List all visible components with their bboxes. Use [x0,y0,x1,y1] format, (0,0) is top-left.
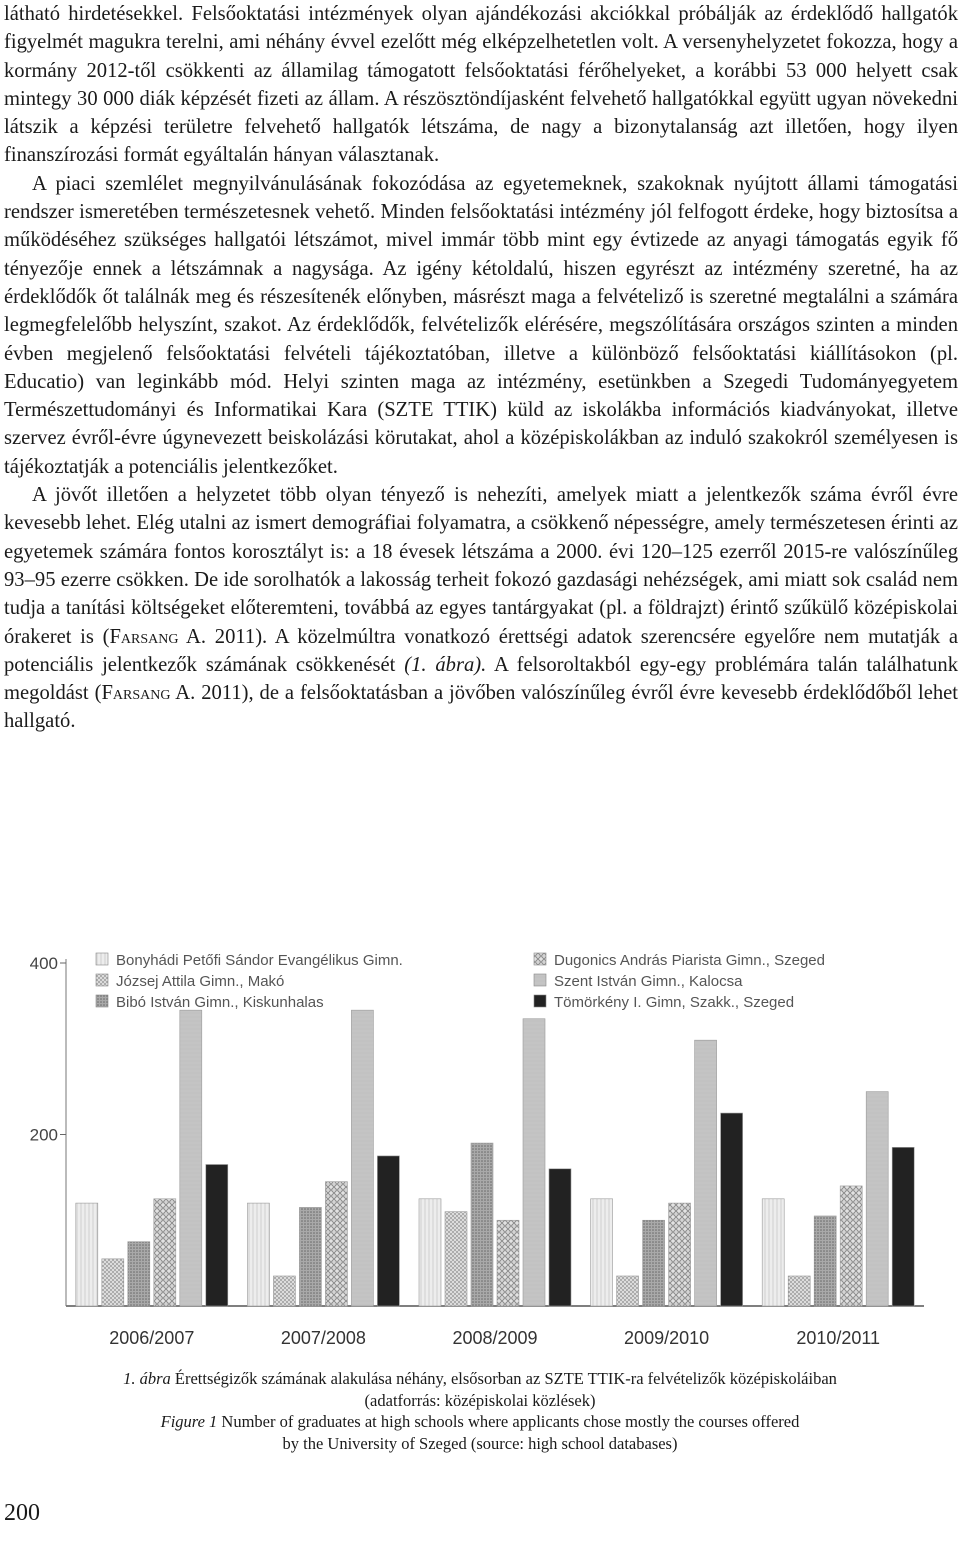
bar [669,1203,691,1306]
caption-en-line-2: by the University of Szeged (source: high school databases) [282,1433,678,1453]
legend-swatch [96,953,108,965]
bar [273,1276,295,1306]
paragraph [4,170,958,481]
x-tick-label: 2006/2007 [109,1328,195,1348]
figure-caption [0,1368,960,1454]
bar [814,1216,836,1306]
bar [497,1220,519,1306]
bar [788,1276,810,1306]
x-tick-label: 2010/2011 [796,1328,881,1348]
paragraph [4,481,958,736]
bar [419,1199,441,1306]
legend-label: Bonyhádi Petőfi Sándor Evangélikus Gimn. [116,952,403,969]
x-tick-label: 2009/2010 [624,1328,710,1348]
caption-en-label: Figure 1 [160,1412,218,1431]
legend-swatch [96,995,108,1007]
x-tick-label: 2007/2008 [280,1328,366,1348]
bar [523,1019,545,1306]
bar [377,1156,399,1306]
bar [351,1010,373,1306]
bar [445,1212,467,1306]
x-tick-label: 2008/2009 [452,1328,538,1348]
text-run: A jövőt illetően a helyzetet több olyan tényező is nehezíti, amelyek miatt a jelentkezők száma évről évre kevesebb lehet. Elég utalni az ismert demográfiai folyamatra, a csökkenő népességre, amely természetesen érinti az egyetemek számára fontos korosztályt is: a 18 évesek létszáma a 2000. évi 120–125 ezerről 2015-re valószínűleg 93–95 ezerre csökken. De ide sorolhatók a lakosság terheit fokozó gazdasági nehézségek, ami miatt sok család nem tudja a tanítási költségeket előteremteni, továbbá az egyes tantárgyakat (pl. a földrajzt) érintő szűkülő középiskolai órakeret is ( [4,484,958,648]
legend-swatch [534,995,546,1007]
caption-hu-text: Érettségizők számának alakulása néhány, elsősorban az SZTE TTIK-ra felvételizők középiskoláiban [170,1369,837,1388]
bar-chart [4,935,944,1355]
caption-en-line-1 [0,1411,960,1433]
chart-bars [76,1010,914,1306]
bar [154,1199,176,1306]
bar [247,1203,269,1306]
bar [866,1092,888,1306]
caption-hu-line-1 [0,1368,960,1390]
y-tick-label: 200 [29,1125,58,1145]
caption-hu-label: 1. ábra [123,1369,171,1388]
bar [76,1203,98,1306]
bar [206,1165,228,1306]
figure-reference: (1. ábra). [404,653,487,676]
bar [840,1186,862,1306]
bar [471,1143,493,1306]
legend-swatch [96,974,108,986]
bar [128,1242,150,1306]
chart-legend [96,952,825,1011]
bar [180,1010,202,1306]
bar [617,1276,639,1306]
bar [892,1147,914,1306]
caption-en-text: Number of graduates at high schools where applicants chose mostly the courses offered [217,1412,800,1431]
legend-label: Tömörkény I. Gimn, Szakk., Szeged [554,994,795,1011]
citation-author: Farsang [109,625,179,648]
bar [102,1259,124,1306]
text-run: A. 2011), de a felsőoktatásban a jövőben valószínűleg évről évre kevesebb érdeklődőből lehet hallgató. [4,682,959,733]
text-run: A piaci szemlélet megnyilvánulásának fokozódása az egyetemeknek, szakoknak nyújtott állami támogatási rendszer ismeretében természetesnek vehető. Minden felsőoktatási intézmény jól felfogott érdeke, hogy biztosítsa a működéséhez szükséges hallgatói létszámot, mivel immár több mint egy évtizede az anyagi támogatás egyik fő tényezője ennek a létszámnak a nagysága. Az igény kétoldalú, hiszen egyrészt az intézmény szeretné, ha az érdeklődők őt találnák meg és részesítenék előnyben, másrészt maga a felvételiző is szeretné megtalálni a számára legmegfelelőbb helyszínt, szakot. Az érdeklődők, felvételizők elérésére, megszólítására országos szinten a minden évben megjelenő felsőoktatási felvételi tájékoztatóban, illetve a különböző felsőoktatási kiállításokon (pl. Educatio) van leginkább mód. Helyi szinten maga az intézmény, esetünkben a Szegedi Tudományegyetem Természettudományi és Informatikai Kara (SZTE TTIK) küld az iskolákba információs kiadványokat, illetve szervez évről-évre úgynevezett beiskolázási körutakat, ahol a középiskolákban az induló szakokról személyesen is tájékoztatják a potenciális jelentkezőket. [4,172,958,478]
legend-label: Bibó István Gimn., Kiskunhalas [116,994,324,1011]
legend-swatch [534,953,546,965]
legend-label: Szent István Gimn., Kalocsa [554,973,743,990]
text-run: A. 2011). A közelmúltra vonatkozó érettségi adatok szerencsére egyelőre nem mutatják a potenciális jelentkezők számának csökkenését [4,625,958,676]
legend-swatch [534,974,546,986]
legend-label: Józsej Attila Gimn., Makó [116,973,285,990]
bar [643,1220,665,1306]
text-run: látható hirdetésekkel. Felsőoktatási intézmények olyan ajándékozási akciókkal próbálják az érdeklődő hallgatók figyelmét magukra terelni, ami néhány évvel ezelőtt még elképzelhetetlen volt. A versenyhelyzetet fokozza, hogy a kormány 2012-től csökkenti az államilag támogatott felsőoktatási férőhelyeket, a korábbi 53 000 helyett csak mintegy 30 000 diák képzését fizeti az állam. A részösztöndíjasként felvehető hallgatókkal együtt ugyan növekedni látszik a képzési területre felvehető hallgatók létszáma, de nagy a bizonytalanság azt illetően, hogy ilyen finanszírozási formát egyáltalán hányan választanak. [4,3,958,167]
caption-hu-line-2: (adatforrás: középiskolai közlések) [364,1390,596,1410]
y-tick-label: 400 [29,954,58,973]
bar [549,1169,571,1306]
bar [721,1113,743,1306]
bar [299,1207,321,1306]
bar [762,1199,784,1306]
bar [325,1182,347,1306]
citation-author: Farsang [101,682,171,705]
text-run: A felsoroltakból egy-egy problémára talán találhatunk megoldást ( [4,653,958,705]
bar [695,1040,717,1306]
bar [591,1199,613,1306]
paragraph [4,0,958,170]
article-body [4,0,958,736]
page-number: 200 [4,1500,40,1526]
legend-label: Dugonics András Piarista Gimn., Szeged [554,952,825,969]
